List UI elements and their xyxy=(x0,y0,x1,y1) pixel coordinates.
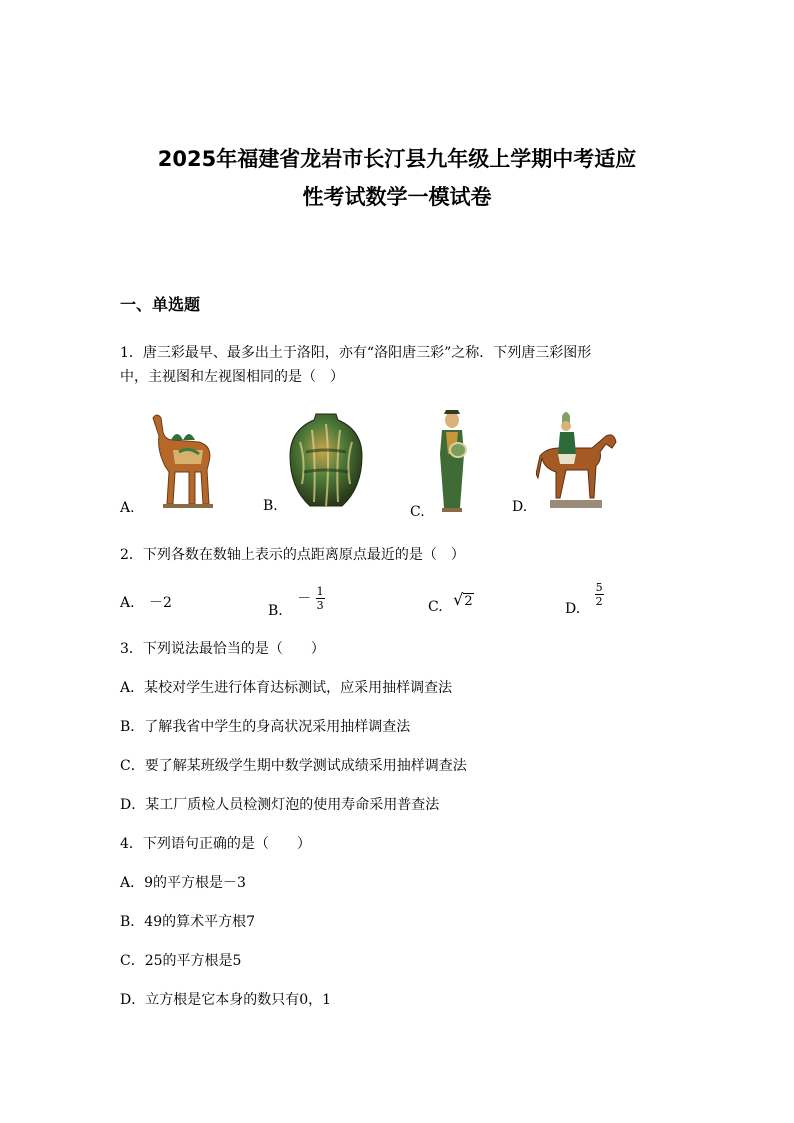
q3-stem: 3．下列说法最恰当的是（ ） xyxy=(120,641,325,657)
q4-stem: 4．下列语句正确的是（ ） xyxy=(120,836,311,852)
q2-option-c xyxy=(428,590,474,615)
q2-stem: 2．下列各数在数轴上表示的点距离原点最近的是（ ） xyxy=(120,547,465,563)
tri-colored-camel-image xyxy=(143,410,221,510)
q1-option-c-label: C. xyxy=(410,504,425,520)
q2-option-d xyxy=(565,581,604,617)
q2-option-b-numerator: 1 xyxy=(316,585,324,598)
q2-option-d-denominator: 2 xyxy=(595,595,603,608)
standing-figure xyxy=(440,410,466,512)
q2-option-b-sign: － xyxy=(297,590,312,607)
section-heading: 一、单选题 xyxy=(120,295,201,314)
q2-option-a-label: A. xyxy=(120,595,135,611)
q3-option-b: B．了解我省中学生的身高状况采用抽样调查法 xyxy=(120,719,411,735)
horse-rider-figure xyxy=(536,412,616,508)
q1-option-d-label: D. xyxy=(512,499,528,515)
q3-option-c: C．要了解某班级学生期中数学测试成绩采用抽样调查法 xyxy=(120,758,467,774)
camel-figure xyxy=(153,415,213,508)
q1-option-b-label: B. xyxy=(263,498,278,514)
tri-colored-horse-and-rider-image xyxy=(536,408,620,512)
q2-option-b xyxy=(268,585,325,619)
q4-option-b: B．49的算术平方根7 xyxy=(120,914,256,930)
q1-option-a-label: A. xyxy=(120,500,135,516)
tri-colored-vase-image xyxy=(286,412,366,510)
q1-stem-line-1: 1．唐三彩最早、最多出土于洛阳，亦有“洛阳唐三彩”之称．下列唐三彩图形 xyxy=(120,345,592,361)
q1-stem-line-2: 中，主视图和左视图相同的是（ ） xyxy=(120,369,344,385)
q2-option-c-radical: √ xyxy=(453,590,464,609)
q4-option-c: C．25的平方根是5 xyxy=(120,953,242,969)
title-line-1: 2025年福建省龙岩市长汀县九年级上学期中考适应 xyxy=(157,147,637,171)
q2-option-b-label: B. xyxy=(268,602,283,619)
q2-option-a xyxy=(120,592,172,612)
q2-option-c-label: C. xyxy=(428,599,443,615)
q2-option-b-denominator: 3 xyxy=(316,599,324,612)
q3-option-d: D．某工厂质检人员检测灯泡的使用寿命采用普查法 xyxy=(120,797,440,813)
q2-option-c-radicand: 2 xyxy=(464,594,473,609)
tri-colored-standing-figure-image xyxy=(430,410,474,514)
q2-option-a-value: －2 xyxy=(149,595,172,611)
q2-option-d-fraction xyxy=(595,582,604,607)
q3-option-a: A．某校对学生进行体育达标测试，应采用抽样调查法 xyxy=(120,680,453,696)
title-line-2: 性考试数学一模试卷 xyxy=(302,185,492,209)
q2-option-b-fraction xyxy=(316,586,325,611)
vase-figure xyxy=(290,414,362,506)
exam-title xyxy=(100,140,694,216)
q2-option-d-label: D. xyxy=(565,600,581,617)
q4-option-d: D．立方根是它本身的数只有0，1 xyxy=(120,992,332,1008)
q4-option-a: A．9的平方根是－3 xyxy=(120,875,246,891)
q2-option-d-numerator: 5 xyxy=(595,581,603,594)
